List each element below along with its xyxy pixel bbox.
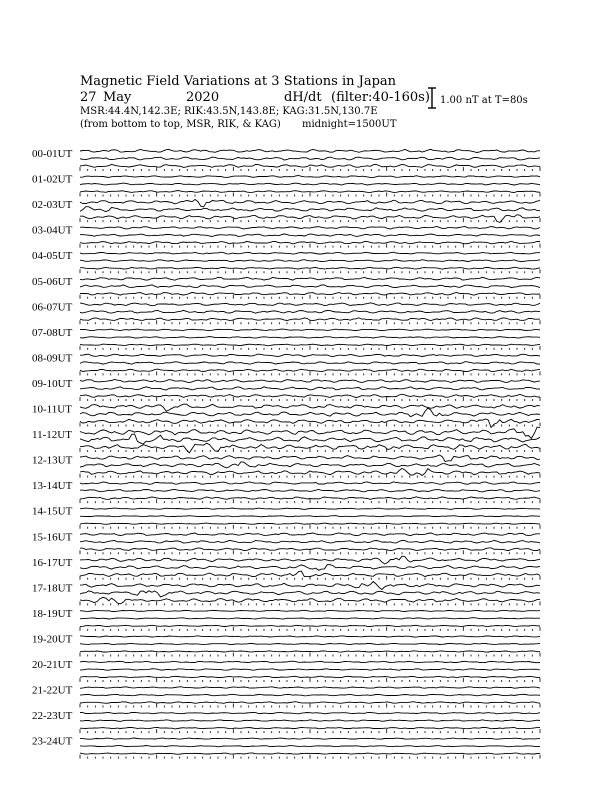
- hour-row: [32, 480, 540, 503]
- hour-row: [32, 225, 540, 248]
- trace-rik: [80, 337, 540, 339]
- hour-label: 05-06UT: [32, 275, 73, 288]
- minute-ticks: [80, 397, 540, 401]
- hour-label: 02-03UT: [32, 199, 73, 212]
- hour-row: [32, 582, 540, 606]
- minute-ticks: [80, 601, 540, 605]
- trace-rik: [80, 516, 540, 517]
- trace-kag: [80, 427, 540, 438]
- hour-row: [32, 685, 540, 708]
- hour-label: 20-21UT: [32, 659, 73, 671]
- trace-kag: [80, 482, 540, 485]
- hour-label: 06-07UT: [32, 301, 73, 314]
- trace-rik: [80, 234, 540, 237]
- minute-ticks: [80, 244, 540, 248]
- trace-msr: [80, 702, 540, 704]
- trace-kag: [80, 303, 540, 306]
- hour-row: [32, 531, 540, 554]
- trace-rik: [80, 643, 540, 644]
- trace-kag: [80, 404, 540, 411]
- minute-ticks: [80, 755, 540, 759]
- date-day: 27: [80, 90, 97, 105]
- hour-row: [32, 404, 540, 428]
- hour-label: 13-14UT: [32, 480, 73, 493]
- trace-kag: [80, 380, 540, 383]
- minute-ticks: [80, 269, 540, 273]
- hour-label: 19-20UT: [32, 633, 73, 646]
- trace-rik: [80, 669, 540, 671]
- hour-label: 11-12UT: [32, 429, 72, 442]
- hour-label: 18-19UT: [32, 607, 73, 620]
- hour-label: 03-04UT: [32, 224, 73, 237]
- hour-label: 12-13UT: [32, 454, 73, 467]
- hour-rows: [32, 148, 540, 759]
- trace-kag: [80, 149, 540, 152]
- trace-kag: [80, 556, 540, 564]
- hour-label: 21-22UT: [32, 684, 73, 697]
- trace-msr: [80, 676, 540, 678]
- hour-row: [32, 250, 540, 273]
- hour-row: [32, 659, 540, 682]
- minute-ticks: [80, 499, 540, 503]
- trace-kag: [80, 533, 540, 536]
- trace-rik: [80, 408, 540, 417]
- hour-row: [32, 427, 540, 453]
- hour-row: [32, 608, 540, 631]
- trace-rik: [80, 720, 540, 722]
- trace-msr: [80, 651, 540, 652]
- trace-kag: [80, 582, 540, 590]
- trace-kag: [80, 636, 540, 637]
- hour-label: 09-10UT: [32, 377, 73, 390]
- date-month: May: [103, 90, 132, 105]
- hour-row: [32, 301, 540, 324]
- minute-ticks: [80, 652, 540, 656]
- trace-rik: [80, 362, 540, 365]
- minute-ticks: [80, 729, 540, 733]
- trace-rik: [80, 285, 540, 288]
- minute-ticks: [80, 448, 540, 452]
- hour-label: 22-23UT: [32, 710, 73, 723]
- filter-label: (filter:40-160s): [331, 90, 430, 105]
- trace-rik: [80, 157, 540, 160]
- trace-kag: [80, 712, 540, 713]
- trace-rik: [80, 207, 540, 212]
- trace-msr: [80, 318, 540, 321]
- trace-kag: [80, 661, 540, 663]
- hour-label: 08-09UT: [32, 352, 73, 365]
- hour-row: [32, 633, 540, 656]
- trace-rik: [80, 462, 540, 468]
- trace-kag: [80, 176, 540, 178]
- midnight-line: midnight=1500UT: [302, 119, 397, 130]
- trace-rik: [80, 540, 540, 543]
- trace-rik: [80, 746, 540, 747]
- minute-ticks: [80, 550, 540, 554]
- trace-msr: [80, 625, 540, 626]
- hour-row: [32, 556, 540, 580]
- minute-ticks: [80, 423, 540, 427]
- trace-rik: [80, 434, 540, 444]
- hour-label: 23-24UT: [32, 735, 73, 748]
- hour-label: 10-11UT: [32, 403, 72, 416]
- trace-kag: [80, 277, 540, 280]
- trace-kag: [80, 738, 540, 739]
- minute-ticks: [80, 320, 540, 324]
- minute-ticks: [80, 576, 540, 580]
- minute-ticks: [80, 627, 540, 631]
- trace-kag: [80, 252, 540, 254]
- trace-msr: [80, 164, 540, 167]
- hour-label: 14-15UT: [32, 505, 73, 518]
- trace-rik: [80, 260, 540, 262]
- date-year: 2020: [186, 90, 220, 105]
- hour-row: [32, 710, 540, 733]
- trace-msr: [80, 191, 540, 193]
- minute-ticks: [80, 371, 540, 375]
- quantity-label: dH/dt: [284, 90, 322, 105]
- trace-kag: [80, 610, 540, 611]
- trace-rik: [80, 310, 540, 313]
- trace-kag: [80, 354, 540, 357]
- trace-msr: [80, 523, 540, 524]
- trace-msr: [80, 267, 540, 269]
- trace-rik: [80, 618, 540, 619]
- hour-row: [32, 276, 540, 299]
- stations-line: MSR:44.4N,142.3E; RIK:43.5N,143.8E; KAG:31.5N,130.7E: [80, 106, 378, 117]
- hour-label: 17-18UT: [32, 582, 73, 595]
- hour-label: 07-08UT: [32, 326, 73, 339]
- hour-row: [32, 455, 540, 478]
- hour-row: [32, 327, 540, 350]
- trace-msr: [80, 241, 540, 244]
- trace-rik: [80, 565, 540, 571]
- trace-kag: [80, 226, 540, 229]
- hour-label: 00-01UT: [32, 148, 73, 160]
- hour-label: 04-05UT: [32, 250, 73, 263]
- hour-label: 01-02UT: [32, 173, 73, 186]
- trace-kag: [80, 455, 540, 462]
- trace-rik: [80, 183, 540, 185]
- minute-ticks: [80, 193, 540, 197]
- hour-row: [32, 174, 540, 197]
- chart-title: Magnetic Field Variations at 3 Stations in Japan: [80, 74, 397, 89]
- trace-rik: [80, 591, 540, 597]
- trace-rik: [80, 387, 540, 390]
- trace-kag: [80, 508, 540, 509]
- order-line: (from bottom to top, MSR, RIK, & KAG): [80, 119, 281, 130]
- hour-row: [32, 199, 540, 222]
- scale-label: 1.00 nT at T=80s: [440, 95, 528, 106]
- hour-row: [32, 506, 540, 529]
- trace-kag: [80, 329, 540, 331]
- minute-ticks: [80, 295, 540, 299]
- hour-row: [32, 378, 540, 401]
- minute-ticks: [80, 346, 540, 350]
- trace-kag: [80, 687, 540, 689]
- hour-label: 16-17UT: [32, 556, 73, 569]
- trace-kag: [80, 199, 540, 207]
- trace-msr: [80, 497, 540, 500]
- minute-ticks: [80, 474, 540, 478]
- trace-msr: [80, 753, 540, 754]
- trace-msr: [80, 344, 540, 346]
- minute-ticks: [80, 525, 540, 529]
- hour-label: 15-16UT: [32, 531, 73, 544]
- hour-row: [32, 352, 540, 375]
- hour-row: [32, 148, 540, 171]
- trace-rik: [80, 490, 540, 492]
- trace-rik: [80, 694, 540, 696]
- minute-ticks: [80, 167, 540, 171]
- trace-msr: [80, 369, 540, 372]
- hour-row: [32, 736, 540, 759]
- minute-ticks: [80, 704, 540, 708]
- minute-ticks: [80, 678, 540, 682]
- trace-msr: [80, 727, 540, 729]
